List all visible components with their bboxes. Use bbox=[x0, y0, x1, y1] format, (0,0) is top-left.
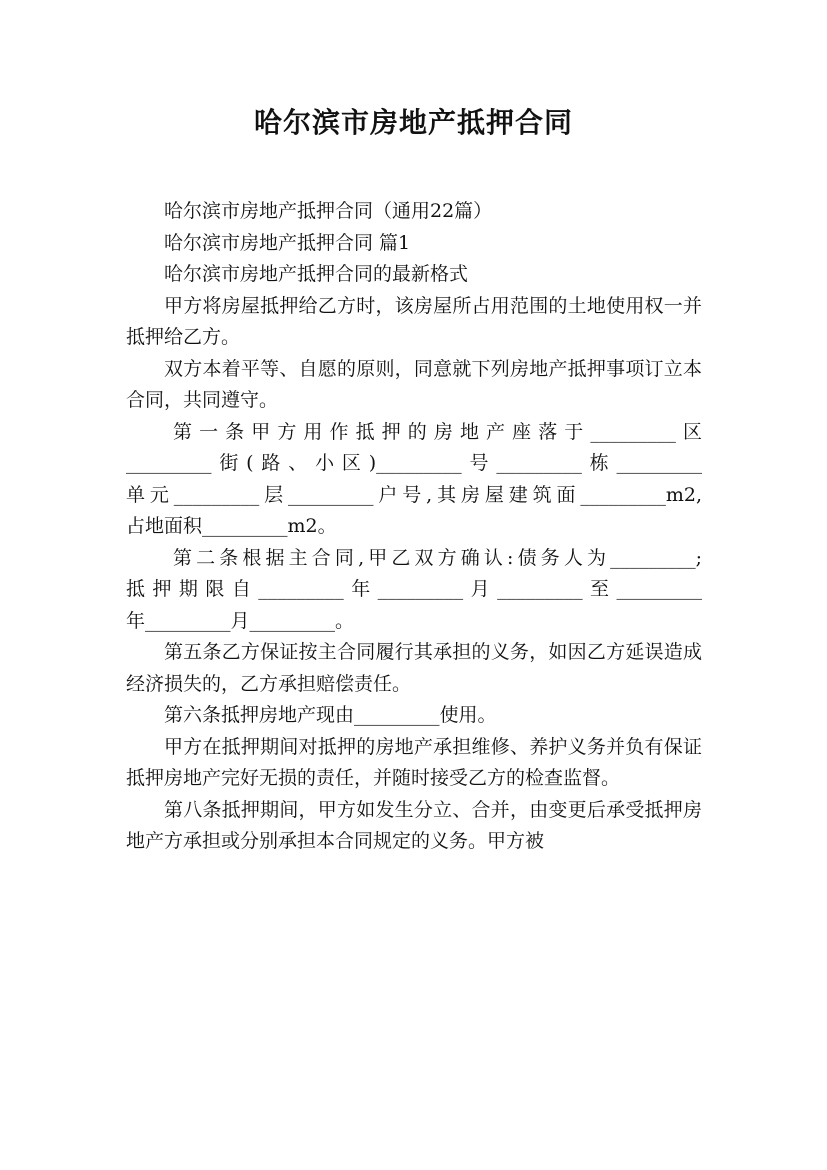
document-body bbox=[126, 196, 702, 858]
article-1-line-1: 第一条甲方用作抵押的房地产座落于_________区 bbox=[173, 420, 702, 443]
article-1-block bbox=[126, 417, 702, 543]
paragraph-format-heading: 哈尔滨市房地产抵押合同的最新格式 bbox=[164, 263, 469, 285]
paragraph-subtitle: 哈尔滨市房地产抵押合同（通用22篇） bbox=[164, 200, 493, 222]
article-2-block bbox=[126, 543, 702, 638]
paragraph-article-5: 第五条乙方保证按主合同履行其承担的义务，如因乙方延误造成经济损失的，乙方承担赔偿责任。 bbox=[126, 641, 702, 695]
article-1-line-3: 单元_________层_________户号,其房屋建筑面_________m2, bbox=[126, 483, 702, 506]
document-title: 哈尔滨市房地产抵押合同 bbox=[253, 106, 573, 139]
paragraph-land-use-right: 甲方将房屋抵押给乙方时，该房屋所占用范围的土地使用权一并抵押给乙方。 bbox=[126, 294, 702, 348]
paragraph-article-6: 第六条抵押房地产现由_________使用。 bbox=[164, 704, 497, 726]
article-1-line-2: _________街(路、小区)_________号_________栋_________ bbox=[126, 452, 702, 474]
article-2-line-1: 第二条根据主合同,甲乙双方确认:债务人为_________; bbox=[173, 546, 702, 569]
article-2-line-3: 年_________月_________。 bbox=[126, 609, 355, 632]
paragraph-maintenance: 甲方在抵押期间对抵押的房地产承担维修、养护义务并负有保证抵押房地产完好无损的责任，并随时接受乙方的检查监督。 bbox=[126, 735, 702, 789]
article-2-line-2: 抵押期限自_________年_________月_________至_________ bbox=[126, 578, 702, 600]
paragraph-principles: 双方本着平等、自愿的原则，同意就下列房地产抵押事项订立本合同，共同遵守。 bbox=[126, 357, 702, 411]
paragraph-article-8: 第八条抵押期间，甲方如发生分立、合并，由变更后承受抵押房地产方承担或分别承担本合同规定的义务。甲方被 bbox=[126, 798, 702, 852]
article-1-line-4: 占地面积_________m2。 bbox=[126, 515, 337, 537]
paragraph-section-heading: 哈尔滨市房地产抵押合同 篇1 bbox=[164, 231, 411, 254]
